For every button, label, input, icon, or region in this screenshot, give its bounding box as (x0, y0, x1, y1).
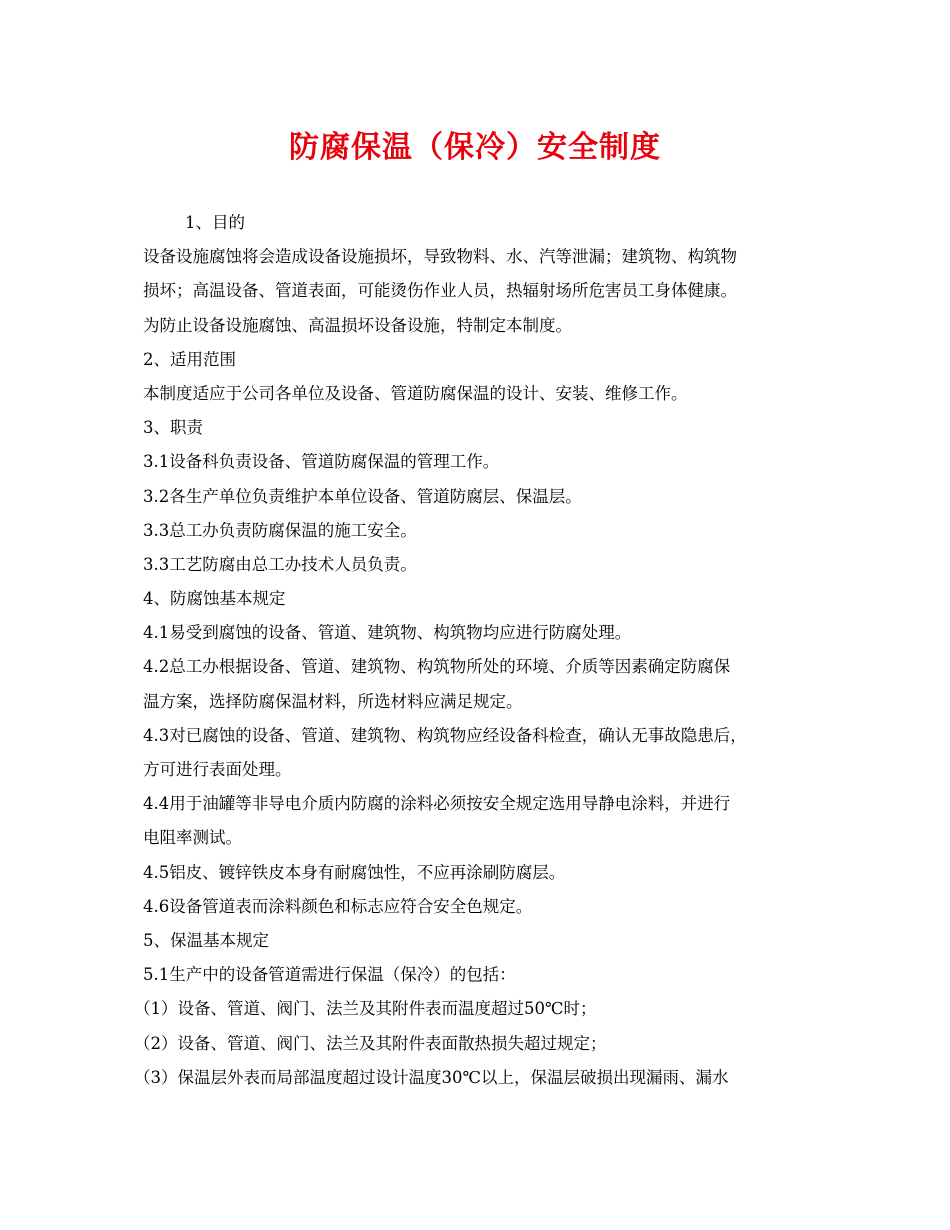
text-line: 4.5铝皮、镀锌铁皮本身有耐腐蚀性，不应再涂刷防腐层。 (143, 862, 566, 882)
text-line: 4.2总工办根据设备、管道、建筑物、构筑物所处的环境、介质等因素确定防腐保 (143, 657, 731, 677)
document-title: 防腐保温（保冷）安全制度 (289, 130, 661, 165)
document-body (134, 206, 823, 1095)
text-line: 5、保温基本规定 (143, 930, 269, 950)
text-line: 3.2各生产单位负责维护本单位设备、管道防腐层、保温层。 (143, 486, 582, 506)
text-line: 本制度适应于公司各单位及设备、管道防腐保温的设计、安装、维修工作。 (143, 383, 688, 403)
text-line: 设备设施腐蚀将会造成设备设施损坏，导致物料、水、汽等泄漏；建筑物、构筑物 (143, 247, 737, 267)
text-line: 5.1生产中的设备管道需进行保温（保冷）的包括： (143, 965, 516, 985)
text-line: 电阻率测试。 (143, 828, 242, 848)
text-line: 为防止设备设施腐蚀、高温损坏设备设施，特制定本制度。 (143, 315, 572, 335)
text-line: 3.1设备科负责设备、管道防腐保温的管理工作。 (143, 452, 500, 472)
text-line: 4、防腐蚀基本规定 (143, 589, 286, 609)
text-line: 3.3总工办负责防腐保温的施工安全。 (143, 520, 417, 540)
text-line: 3、职责 (143, 418, 203, 438)
text-line: 4.6设备管道表而涂料颜色和标志应符合安全色规定。 (143, 896, 533, 916)
text-line: 方可进行表面处理。 (143, 760, 292, 779)
text-line: （1）设备、管道、阀门、法兰及其附件表而温度超过50℃时； (134, 999, 597, 1019)
text-line: （3）保温层外表而局部温度超过设计温度30℃以上，保温层破损出现漏雨、漏水 (134, 1067, 729, 1087)
text-line: （2）设备、管道、阀门、法兰及其附件表面散热损失超过规定； (134, 1033, 607, 1053)
text-line: 4.1易受到腐蚀的设备、管道、建筑物、构筑物均应进行防腐处理。 (143, 623, 632, 643)
text-line: 1、目的 (185, 213, 245, 232)
text-line: 损坏；高温设备、管道表面，可能烫伤作业人员，热辐射场所危害员工身体健康。 (143, 281, 737, 301)
text-line: 4.3对已腐蚀的设备、管道、建筑物、构筑物应经设备科检查，确认无事故隐患后， (143, 725, 747, 745)
text-line: 4.4用于油罐等非导电介质内防腐的涂料必须按安全规定选用导静电涂料，并进行 (143, 794, 731, 814)
text-line: 3.3工艺防腐由总工办技术人员负责。 (143, 554, 417, 574)
text-line: 温方案，选择防腐保温材料，所选材料应满足规定。 (143, 691, 523, 711)
text-line: 2、适用范围 (143, 349, 236, 369)
